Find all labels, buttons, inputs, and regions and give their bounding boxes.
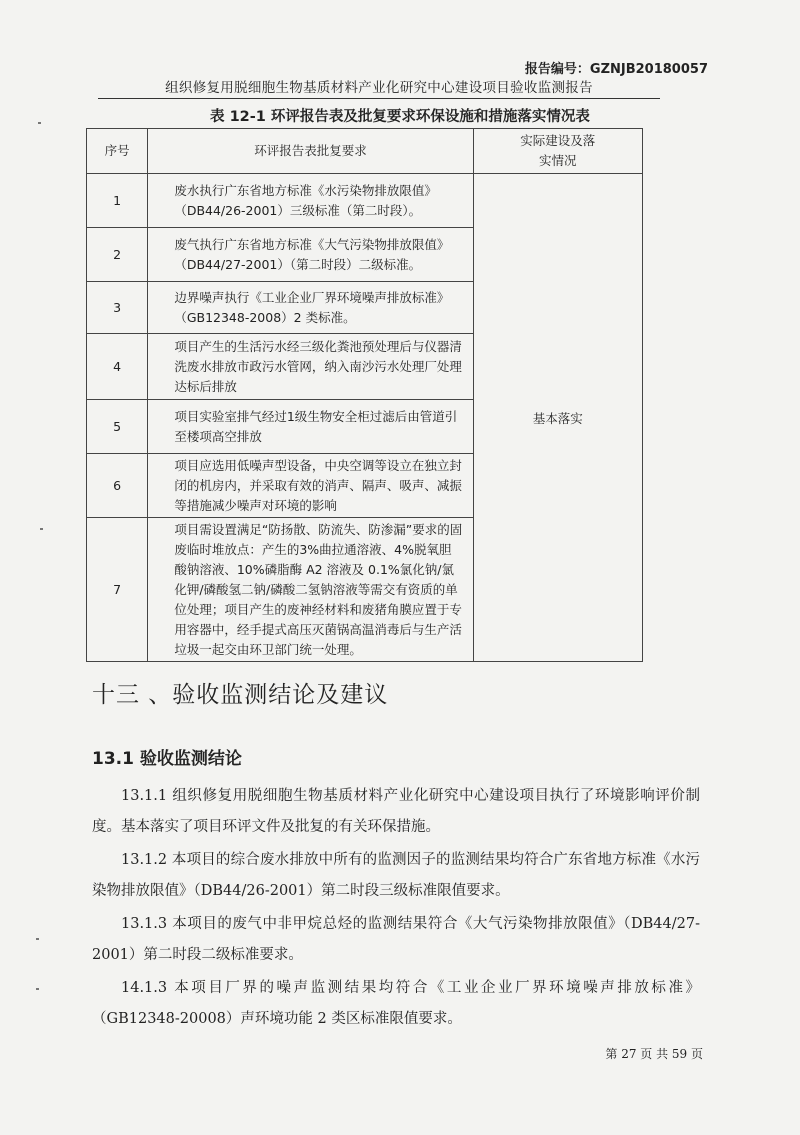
col-header-requirement: 环评报告表批复要求 — [148, 129, 473, 174]
row-requirement: 项目产生的生活污水经三级化粪池预处理后与仪器清洗废水排放市政污水管网，纳入南沙污水处理厂处理达标后排放 — [148, 334, 473, 400]
paragraph: 13.1.1 组织修复用脱细胞生物基质材料产业化研究中心建设项目执行了环境影响评价制度。基本落实了项目环评文件及批复的有关环保措施。 — [92, 788, 700, 835]
row-requirement: 项目需设置满足“防扬散、防流失、防渗漏”要求的固废临时堆放点：产生的3%曲拉通溶液、4%脱氧胆酸钠溶液、10%磷脂酶 A2 溶液及 0.1%氯化钠/氯化钾/磷酸氢二钠/磷酸二氢钠溶液等需交有资质的单位处理；项目产生的废神经材料和废猪角膜应置于专用容器中，经手提式高压灭菌锅高温消毒后与生产活垃圾一起交由环卫部门统一处理。 — [148, 518, 473, 662]
scan-speck — [40, 528, 43, 530]
row-number: 7 — [87, 518, 148, 662]
row-requirement: 废气执行广东省地方标准《大气污染物排放限值》（DB44/27-2001）（第二时段）二级标准。 — [148, 228, 473, 282]
row-number: 1 — [87, 174, 148, 228]
page-number: 第 27 页 共 59 页 — [605, 1047, 703, 1061]
scan-speck — [36, 938, 39, 940]
subsection-heading: 13.1 验收监测结论 — [92, 749, 242, 769]
row-requirement: 项目实验室排气经过1级生物安全柜过滤后由管道引至楼项高空排放 — [148, 400, 473, 454]
table-caption: 表 12-1 环评报告表及批复要求环保设施和措施落实情况表 — [210, 109, 590, 125]
row-number: 2 — [87, 228, 148, 282]
table-row — [87, 174, 643, 228]
requirements-table — [86, 128, 643, 662]
status-cell: 基本落实 — [473, 174, 642, 662]
row-requirement: 废水执行广东省地方标准《水污染物排放限值》（DB44/26-2001）三级标准（第二时段）。 — [148, 174, 473, 228]
paragraph: 14.1.3 本项目厂界的噪声监测结果均符合《工业企业厂界环境噪声排放标准》（GB12348-20008）声环境功能 2 类区标准限值要求。 — [92, 980, 700, 1027]
row-number: 5 — [87, 400, 148, 454]
row-number: 6 — [87, 454, 148, 518]
row-number: 3 — [87, 282, 148, 334]
row-requirement: 项目应选用低噪声型设备，中央空调等设立在独立封闭的机房内，并采取有效的消声、隔声、吸声、减振等措施减少噪声对环境的影响 — [148, 454, 473, 518]
row-requirement: 边界噪声执行《工业企业厂界环境噪声排放标准》（GB12348-2008）2 类标准。 — [148, 282, 473, 334]
table-header-row — [87, 129, 643, 174]
scan-speck — [36, 988, 39, 990]
col-header-no: 序号 — [87, 129, 148, 174]
scan-speck — [38, 122, 41, 124]
section-heading: 十三 、验收监测结论及建议 — [92, 682, 389, 708]
paragraph: 13.1.3 本项目的废气中非甲烷总烃的监测结果符合《大气污染物排放限值》（DB44/27-2001）第二时段二级标准要求。 — [92, 916, 700, 963]
row-number: 4 — [87, 334, 148, 400]
col-header-status: 实际建设及落实情况 — [473, 129, 642, 174]
report-number: 报告编号：GZNJB20180057 — [524, 62, 708, 77]
paragraph: 13.1.2 本项目的综合废水排放中所有的监测因子的监测结果均符合广东省地方标准《水污染物排放限值》（DB44/26-2001）第二时段三级标准限值要求。 — [92, 852, 700, 899]
running-title: 组织修复用脱细胞生物基质材料产业化研究中心建设项目验收监测报告 — [98, 76, 660, 99]
